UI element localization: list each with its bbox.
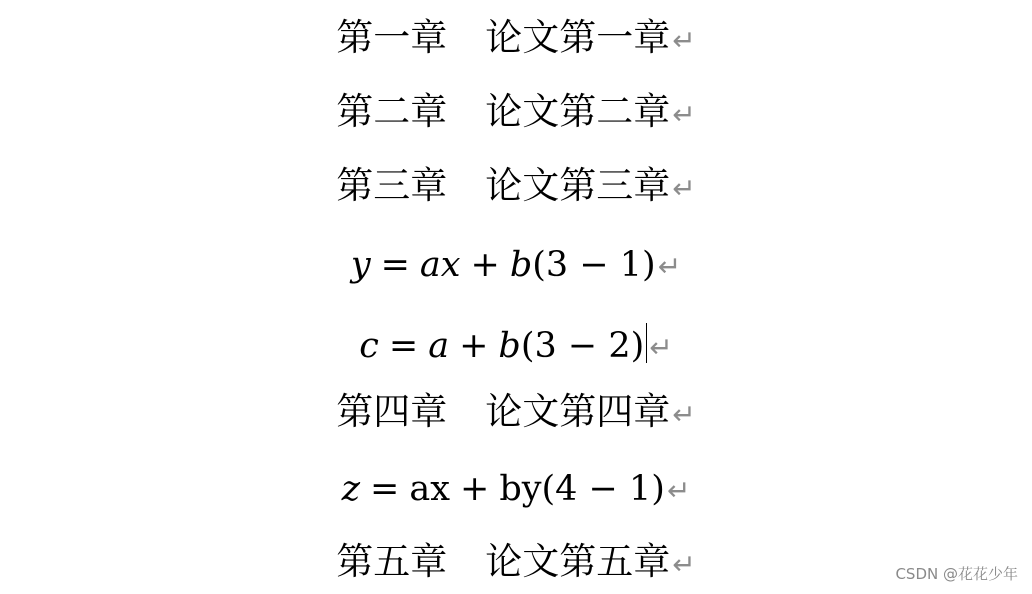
eq3-plus: + xyxy=(459,469,490,509)
paragraph-mark-icon: ↵ xyxy=(649,331,673,364)
chapter-1-title: 论文第一章 xyxy=(485,16,671,59)
paragraph-mark-icon: ↵ xyxy=(672,548,696,581)
paragraph-mark-icon: ↵ xyxy=(672,398,696,431)
eq1-plus: + xyxy=(470,245,500,285)
eq3-by: by xyxy=(499,469,542,509)
chapter-2-number: 第二章 xyxy=(336,90,448,133)
eq1-paren: (3 − 1) xyxy=(532,245,656,285)
eq2-b: b xyxy=(498,326,521,366)
chapter-1-number: 第一章 xyxy=(336,16,448,59)
eq3-ax: ax xyxy=(409,469,450,509)
eq2-paren: (3 − 2) xyxy=(520,326,645,366)
chapter-1-heading[interactable] xyxy=(0,16,1032,59)
chapter-5-title: 论文第五章 xyxy=(485,540,671,583)
equation-2[interactable] xyxy=(0,323,1032,364)
eq1-b: b xyxy=(509,245,533,285)
eq2-plus: + xyxy=(459,326,489,366)
eq1-x: x xyxy=(440,245,461,285)
chapter-2-heading[interactable] xyxy=(0,90,1032,133)
chapter-4-title: 论文第四章 xyxy=(485,390,671,433)
eq2-c: c xyxy=(359,326,379,366)
eq1-equals: = xyxy=(380,245,410,285)
paragraph-mark-icon: ↵ xyxy=(657,250,682,283)
chapter-5-heading[interactable] xyxy=(0,540,1032,583)
eq1-y: y xyxy=(350,245,371,285)
eq3-paren: (4 − 1) xyxy=(541,469,665,509)
paragraph-mark-icon: ↵ xyxy=(672,172,696,205)
eq2-equals: = xyxy=(388,326,419,366)
eq1-a: a xyxy=(419,245,441,285)
eq3-z: z xyxy=(341,469,361,509)
chapter-3-number: 第三章 xyxy=(336,164,448,207)
paragraph-mark-icon: ↵ xyxy=(672,24,696,57)
chapter-4-heading[interactable] xyxy=(0,390,1032,433)
paragraph-mark-icon: ↵ xyxy=(672,98,696,131)
eq3-equals: = xyxy=(370,469,400,509)
chapter-3-heading[interactable] xyxy=(0,164,1032,207)
paragraph-mark-icon: ↵ xyxy=(666,474,691,507)
chapter-5-number: 第五章 xyxy=(336,540,448,583)
text-cursor xyxy=(646,323,647,363)
chapter-4-number: 第四章 xyxy=(336,390,448,433)
watermark: CSDN @花花少年 xyxy=(895,565,1018,583)
eq2-a: a xyxy=(428,326,450,366)
chapter-2-title: 论文第二章 xyxy=(485,90,671,133)
equation-1[interactable] xyxy=(0,245,1032,285)
equation-3[interactable] xyxy=(0,469,1032,509)
chapter-3-title: 论文第三章 xyxy=(485,164,671,207)
